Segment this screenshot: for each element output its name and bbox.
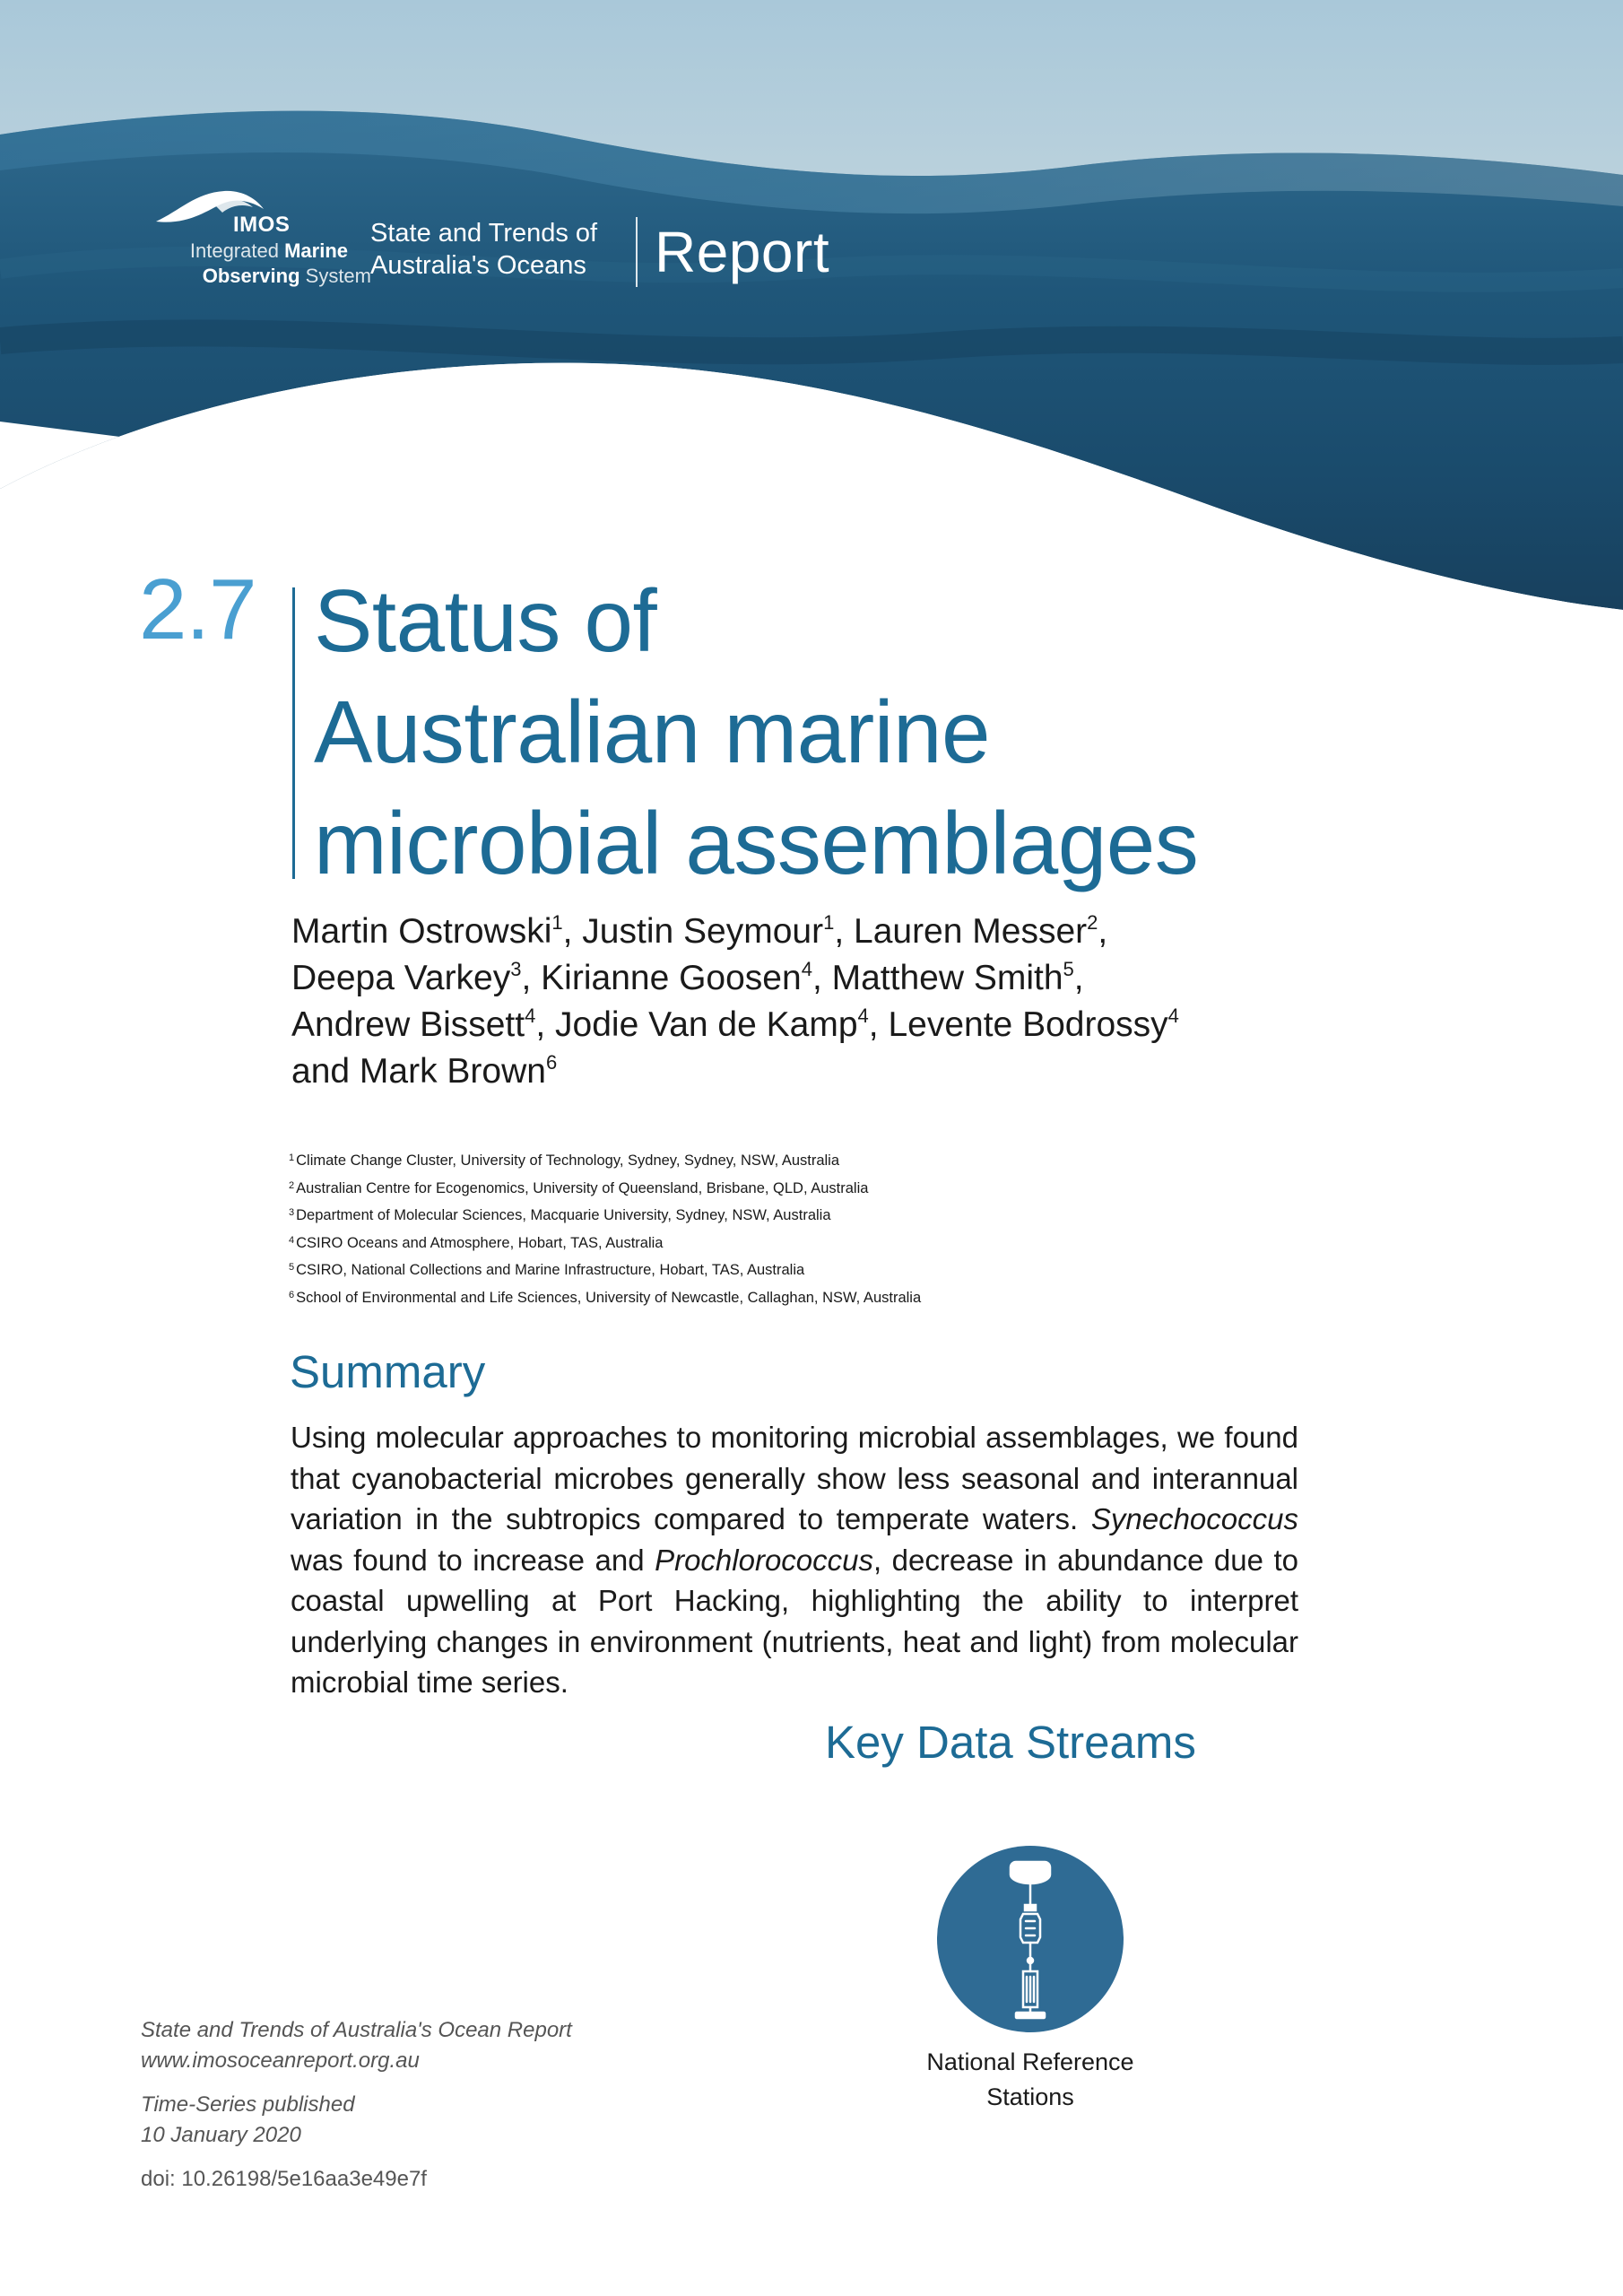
affiliation-item: $^1$ Climate Change Cluster, University of Technology, Sydney, Sydney, NSW, Australia [289,1152,840,1169]
published-label: Time-Series published [141,2092,355,2117]
report-name: State and Trends of Australia's Ocean Report [141,2018,572,2042]
affiliation-item: $^2$ Australian Centre for Ecogenomics, University of Queensland, Brisbane, QLD, Australia [289,1179,869,1196]
report-reference [141,2015,572,2076]
author-line-1: Martin Ostrowski$^1$, Justin Seymour$^1$, Lauren Messer$^2$, [291,911,1108,951]
ocean-wave-image [0,0,1623,628]
logo-line-2: Observing System [202,265,371,287]
page-title: Status of Australian marine microbial assemblages [314,571,1199,892]
affiliation-item: $^3$ Department of Molecular Sciences, Macquarie University, Sydney, NSW, Australia [289,1207,831,1223]
ocean-banner [0,0,1623,628]
logo-line-1: Integrated Marine [189,239,348,262]
author-line-4: and Mark Brown$^6$ [291,1051,558,1091]
doi[interactable]: doi: 10.26198/5e16aa3e49e7f [141,2167,427,2191]
report-series-name: State and Trends of Australia's Oceans [370,219,598,280]
report-label: Report [655,220,830,284]
author-line-3: Andrew Bissett$^4$, Jodie Van de Kamp$^4$, Levente Bodrossy$^4$ [291,1004,1179,1044]
publication-info [141,2090,355,2151]
affiliation-list [289,1147,921,1311]
section-number: 2.7 [139,561,256,657]
summary-text: Using molecular approaches to monitoring microbial assemblages, we found that cyanobacterial microbes generally show less seasonal and interannual variation in the subtropics compared to temperate waters. Synechococcus was found to increase and Prochlorococcus, decrease in abundance due to coastal upwelling at Port Hacking, highlighting the ability to interpret underlying changes in environment (nutrients, heat and light) from molecular microbial time series. [291,1421,1299,1699]
report-url[interactable]: www.imosoceanreport.org.au [141,2048,420,2073]
key-data-streams-heading: Key Data Streams [825,1717,1196,1768]
affiliation-item: $^6$ School of Environmental and Life Sciences, University of Newcastle, Callaghan, NSW, Australia [289,1289,922,1306]
summary-heading: Summary [290,1346,486,1397]
logo-name: IMOS [233,213,291,237]
author-list [291,909,1278,1095]
affiliation-item: $^4$ CSIRO Oceans and Atmosphere, Hobart, TAS, Australia [289,1234,664,1251]
national-reference-stations-label: National Reference Stations [926,2048,1134,2110]
imos-logo[interactable] [143,184,371,291]
mooring-buoy-icon [937,1846,1124,2032]
title-divider [292,587,295,879]
header-divider [636,217,638,287]
author-line-2: Deepa Varkey$^3$, Kirianne Goosen$^4$, Matthew Smith$^5$, [291,958,1084,997]
published-date: 10 January 2020 [141,2123,301,2147]
affiliation-item: $^5$ CSIRO, National Collections and Marine Infrastructure, Hobart, TAS, Australia [289,1262,805,1278]
national-reference-stations-badge[interactable] [937,1846,1124,2032]
